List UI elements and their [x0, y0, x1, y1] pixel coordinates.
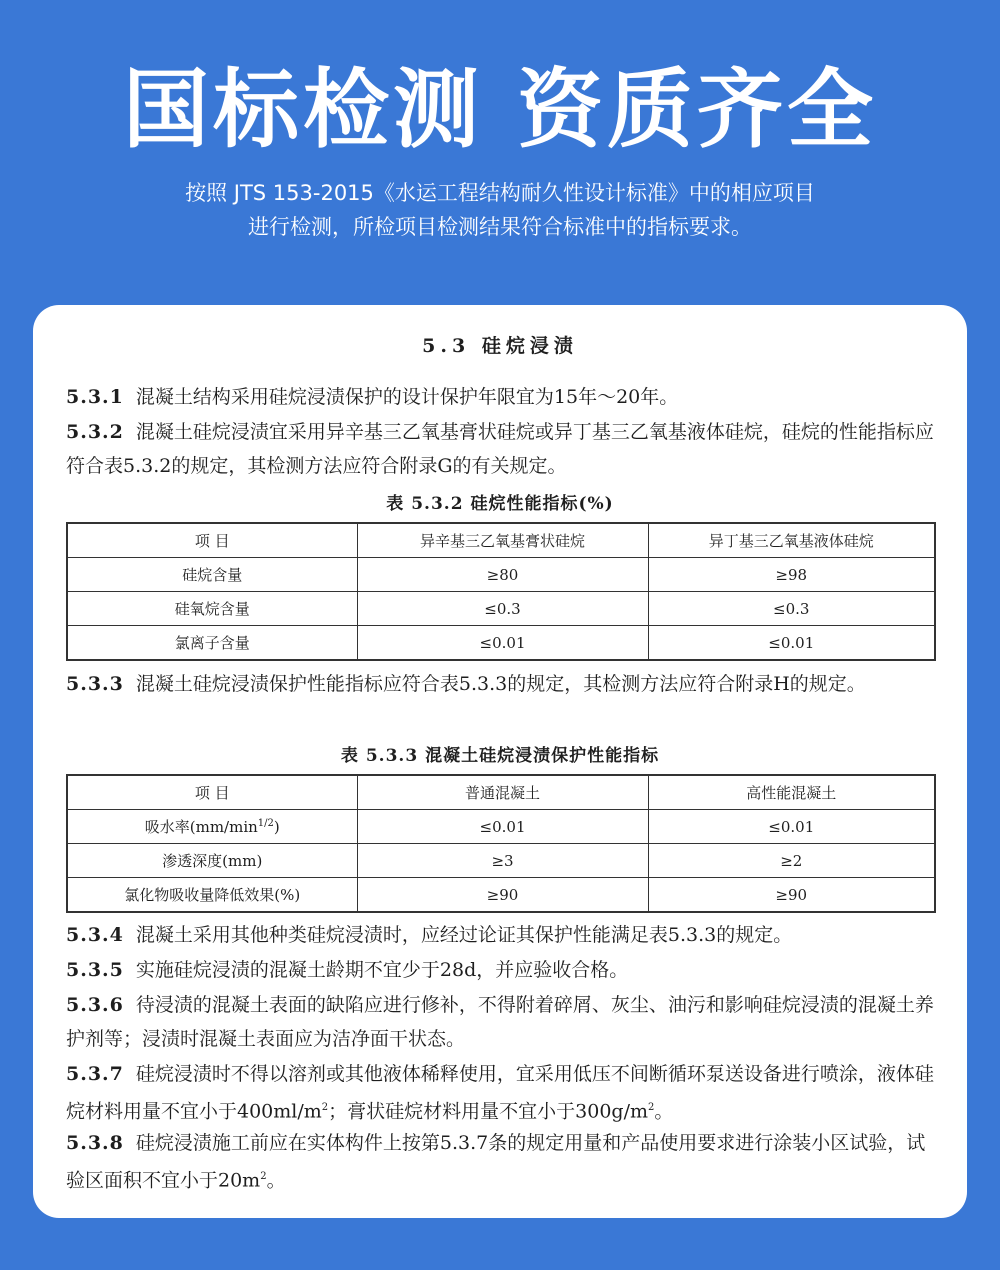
table-row: [67, 626, 935, 661]
table-cell: [67, 810, 357, 844]
clause-text: 混凝土采用其他种类硅烷浸渍时，应经过论证其保护性能满足表5.3.3的规定。: [135, 924, 793, 946]
table-cell: 氯化物吸收量降低效果(%): [67, 878, 357, 913]
clause-text: 混凝土硅烷浸渍宜采用异辛基三乙氧基膏状硅烷或异丁基三乙氧基液体硅烷，硅烷的性能指标应符合表5.3.2的规定，其检测方法应符合附录G的有关规定。: [66, 421, 934, 477]
superscript: 2: [648, 1102, 655, 1113]
clause-5-3-4: [66, 918, 934, 952]
table-header: 项 目: [67, 775, 357, 810]
table-cell: ≥2: [648, 844, 935, 878]
clause-5-3-7: [66, 1057, 934, 1128]
clause-5-3-1: [66, 380, 934, 414]
clause-text: 硅烷浸渍时不得以溶剂或其他液体稀释使用，宜采用低压不间断循环泵送设备进行喷涂，液体硅烷材料用量不宜小于400ml/m: [66, 1063, 934, 1123]
table-cell: ≤0.01: [648, 810, 935, 844]
clause-number: 5.3.8: [66, 1132, 124, 1154]
table-5-3-2: [66, 522, 936, 661]
clause-text: ；膏状硅烷材料用量不宜小于300g/m: [328, 1100, 649, 1123]
table-header-row: [67, 775, 935, 810]
table-header: 高性能混凝土: [648, 775, 935, 810]
table-5-3-2-title: 表 5.3.2 硅烷性能指标(%): [386, 494, 614, 514]
table-5-3-3-title: 表 5.3.3 混凝土硅烷浸渍保护性能指标: [340, 746, 660, 766]
hero-title: 国标检测 资质齐全: [123, 60, 877, 160]
hero-subtitle-line-2: 进行检测，所检项目检测结果符合标准中的指标要求。: [248, 215, 752, 239]
clause-5-3-2: [66, 415, 934, 483]
table-cell: 硅烷含量: [67, 558, 357, 592]
table-row: [67, 878, 935, 913]
table-cell: ≥90: [648, 878, 935, 913]
clause-text: 。: [266, 1169, 286, 1192]
table-cell: 氯离子含量: [67, 626, 357, 661]
superscript: 2: [321, 1102, 329, 1113]
hero-subtitle: [0, 176, 1000, 244]
table-cell: ≤0.3: [357, 592, 648, 626]
table-header: 异辛基三乙氧基膏状硅烷: [357, 523, 648, 558]
table-cell: ≤0.01: [357, 810, 648, 844]
clause-number: 5.3.3: [66, 673, 124, 695]
clause-number: 5.3.1: [66, 386, 124, 408]
table-cell: ≥80: [357, 558, 648, 592]
clause-number: 5.3.7: [66, 1063, 124, 1085]
clause-5-3-3: [66, 667, 934, 701]
table-cell-superscript: 1/2: [257, 818, 274, 829]
table-header-row: [67, 523, 935, 558]
clause-5-3-8: [66, 1126, 934, 1197]
clause-text: 混凝土结构采用硅烷浸渍保护的设计保护年限宜为15年～20年。: [135, 386, 679, 408]
table-row: [67, 558, 935, 592]
document-card: [33, 305, 967, 1218]
clause-number: 5.3.5: [66, 959, 124, 981]
clause-5-3-5: [66, 953, 934, 987]
table-cell: ≥90: [357, 878, 648, 913]
clause-number: 5.3.6: [66, 994, 124, 1016]
table-cell: ≥3: [357, 844, 648, 878]
clause-text: 。: [654, 1100, 674, 1123]
table-header: 异丁基三乙氧基液体硅烷: [648, 523, 935, 558]
clause-text: 实施硅烷浸渍的混凝土龄期不宜少于28d，并应验收合格。: [135, 959, 629, 981]
table-5-3-3: [66, 774, 936, 913]
section-title: 5.3 硅烷浸渍: [422, 335, 578, 357]
clause-number: 5.3.2: [66, 421, 124, 443]
table-row: [67, 592, 935, 626]
table-cell: 硅氧烷含量: [67, 592, 357, 626]
table-cell: ≤0.01: [648, 626, 935, 661]
clause-text: 待浸渍的混凝土表面的缺陷应进行修补，不得附着碎屑、灰尘、油污和影响硅烷浸渍的混凝土养护剂等；浸渍时混凝土表面应为洁净面干状态。: [66, 994, 934, 1050]
table-cell: ≤0.01: [357, 626, 648, 661]
table-cell: 渗透深度(mm): [67, 844, 357, 878]
table-row: [67, 810, 935, 844]
table-cell: ≥98: [648, 558, 935, 592]
table-header: 项 目: [67, 523, 357, 558]
table-header: 普通混凝土: [357, 775, 648, 810]
table-cell: ≤0.3: [648, 592, 935, 626]
clause-number: 5.3.4: [66, 924, 124, 946]
table-cell-text: 吸水率(mm/min: [144, 818, 258, 836]
clause-text: 混凝土硅烷浸渍保护性能指标应符合表5.3.3的规定，其检测方法应符合附录H的规定。: [135, 673, 866, 695]
hero-subtitle-line-1: 按照 JTS 153-2015《水运工程结构耐久性设计标准》中的相应项目: [185, 181, 815, 205]
table-cell-text: ): [273, 818, 280, 836]
superscript: 2: [260, 1171, 267, 1182]
clause-text: 硅烷浸渍施工前应在实体构件上按第5.3.7条的规定用量和产品使用要求进行涂装小区试验，试验区面积不宜小于20m: [66, 1132, 926, 1192]
table-row: [67, 844, 935, 878]
clause-5-3-6: [66, 988, 934, 1056]
